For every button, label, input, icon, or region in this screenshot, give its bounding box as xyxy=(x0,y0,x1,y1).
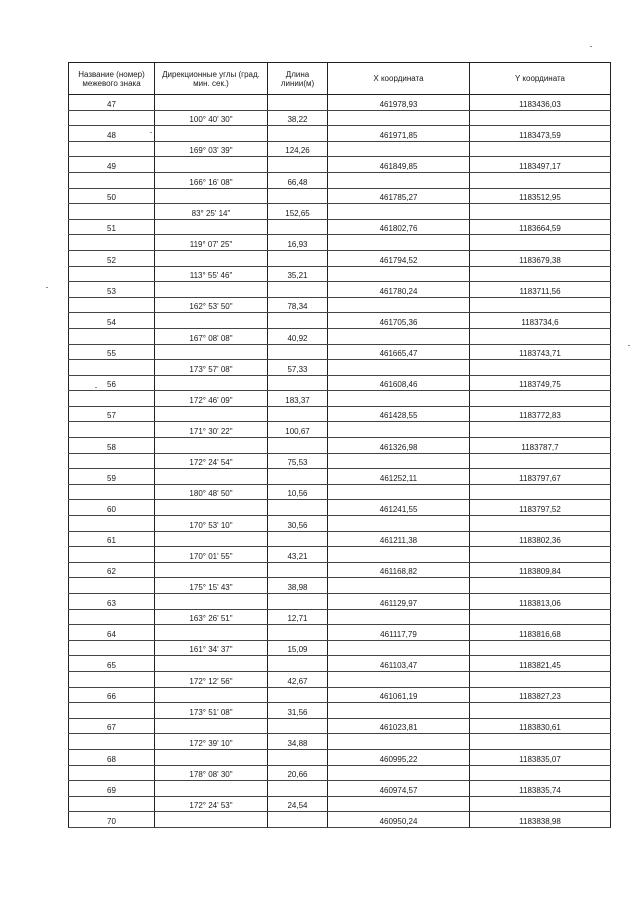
direction-angle-cell: 172° 46' 09" xyxy=(155,391,268,407)
empty-cell xyxy=(328,765,470,781)
scan-speck xyxy=(95,387,97,388)
line-length-cell: 57,33 xyxy=(268,360,328,376)
empty-cell xyxy=(69,235,155,251)
line-length-cell: 34,88 xyxy=(268,734,328,750)
empty-cell xyxy=(328,266,470,282)
y-coordinate-cell: 1183835,74 xyxy=(470,781,611,797)
direction-angle-cell: 173° 51' 08" xyxy=(155,703,268,719)
empty-cell xyxy=(69,204,155,220)
x-coordinate-cell: 461802,76 xyxy=(328,219,470,235)
x-coordinate-cell: 461780,24 xyxy=(328,282,470,298)
x-coordinate-cell: 461794,52 xyxy=(328,250,470,266)
y-coordinate-cell: 1183512,95 xyxy=(470,188,611,204)
y-coordinate-cell: 1183473,59 xyxy=(470,126,611,142)
empty-cell xyxy=(69,578,155,594)
point-name-cell: 69 xyxy=(69,781,155,797)
line-length-cell: 42,67 xyxy=(268,671,328,687)
empty-cell xyxy=(155,687,268,703)
empty-cell xyxy=(69,671,155,687)
empty-cell xyxy=(155,438,268,454)
scan-speck xyxy=(150,132,152,133)
point-name-cell: 63 xyxy=(69,594,155,610)
empty-cell xyxy=(155,282,268,298)
empty-cell xyxy=(268,282,328,298)
line-length-cell: 124,26 xyxy=(268,141,328,157)
empty-cell xyxy=(268,469,328,485)
empty-cell xyxy=(328,703,470,719)
empty-cell xyxy=(268,157,328,173)
line-length-cell: 100,67 xyxy=(268,422,328,438)
table-row xyxy=(69,282,611,298)
point-name-cell: 54 xyxy=(69,313,155,329)
table-header-row xyxy=(69,63,611,95)
table-row xyxy=(69,594,611,610)
direction-angle-cell: 170° 53' 10" xyxy=(155,516,268,532)
y-coordinate-cell: 1183711,56 xyxy=(470,282,611,298)
table-row xyxy=(69,360,611,376)
y-coordinate-cell: 1183664,59 xyxy=(470,219,611,235)
y-coordinate-cell: 1183835,07 xyxy=(470,749,611,765)
empty-cell xyxy=(268,219,328,235)
y-coordinate-cell: 1183830,61 xyxy=(470,718,611,734)
table-row xyxy=(69,422,611,438)
empty-cell xyxy=(328,391,470,407)
empty-cell xyxy=(470,516,611,532)
empty-cell xyxy=(155,219,268,235)
empty-cell xyxy=(69,266,155,282)
empty-cell xyxy=(470,796,611,812)
empty-cell xyxy=(69,516,155,532)
line-length-cell: 35,21 xyxy=(268,266,328,282)
empty-cell xyxy=(328,578,470,594)
empty-cell xyxy=(155,781,268,797)
empty-cell xyxy=(268,687,328,703)
x-coordinate-cell: 461785,27 xyxy=(328,188,470,204)
header-x-coordinate: X координата xyxy=(328,63,470,95)
empty-cell xyxy=(69,547,155,563)
line-length-cell: 183,37 xyxy=(268,391,328,407)
point-name-cell: 48 xyxy=(69,126,155,142)
table-row xyxy=(69,453,611,469)
scan-speck xyxy=(46,287,48,288)
line-length-cell: 152,65 xyxy=(268,204,328,220)
line-length-cell: 20,66 xyxy=(268,765,328,781)
x-coordinate-cell: 461252,11 xyxy=(328,469,470,485)
point-name-cell: 64 xyxy=(69,625,155,641)
empty-cell xyxy=(268,531,328,547)
x-coordinate-cell: 461061,19 xyxy=(328,687,470,703)
empty-cell xyxy=(69,422,155,438)
empty-cell xyxy=(155,656,268,672)
empty-cell xyxy=(470,453,611,469)
point-name-cell: 51 xyxy=(69,219,155,235)
table-row xyxy=(69,328,611,344)
table-row xyxy=(69,375,611,391)
empty-cell xyxy=(69,609,155,625)
point-name-cell: 47 xyxy=(69,95,155,111)
direction-angle-cell: 172° 24' 54" xyxy=(155,453,268,469)
empty-cell xyxy=(470,172,611,188)
empty-cell xyxy=(328,110,470,126)
empty-cell xyxy=(328,640,470,656)
empty-cell xyxy=(470,547,611,563)
table-row xyxy=(69,500,611,516)
y-coordinate-cell: 1183743,71 xyxy=(470,344,611,360)
x-coordinate-cell: 461117,79 xyxy=(328,625,470,641)
point-name-cell: 65 xyxy=(69,656,155,672)
direction-angle-cell: 169° 03' 39" xyxy=(155,141,268,157)
empty-cell xyxy=(268,406,328,422)
empty-cell xyxy=(470,110,611,126)
empty-cell xyxy=(328,484,470,500)
empty-cell xyxy=(268,500,328,516)
scan-speck xyxy=(590,46,592,47)
empty-cell xyxy=(470,484,611,500)
table-row xyxy=(69,297,611,313)
empty-cell xyxy=(328,609,470,625)
table-row xyxy=(69,531,611,547)
point-name-cell: 57 xyxy=(69,406,155,422)
empty-cell xyxy=(69,640,155,656)
empty-cell xyxy=(470,328,611,344)
x-coordinate-cell: 461129,97 xyxy=(328,594,470,610)
table-row xyxy=(69,812,611,828)
empty-cell xyxy=(470,141,611,157)
point-name-cell: 56 xyxy=(69,375,155,391)
x-coordinate-cell: 461428,55 xyxy=(328,406,470,422)
direction-angle-cell: 167° 08' 08" xyxy=(155,328,268,344)
empty-cell xyxy=(328,796,470,812)
x-coordinate-cell: 461326,98 xyxy=(328,438,470,454)
empty-cell xyxy=(69,360,155,376)
table-row xyxy=(69,126,611,142)
table-row xyxy=(69,578,611,594)
direction-angle-cell: 163° 26' 51" xyxy=(155,609,268,625)
y-coordinate-cell: 1183787,7 xyxy=(470,438,611,454)
table-row xyxy=(69,640,611,656)
empty-cell xyxy=(328,204,470,220)
header-line-length: Длина линии(м) xyxy=(268,63,328,95)
direction-angle-cell: 172° 39' 10" xyxy=(155,734,268,750)
table-row xyxy=(69,781,611,797)
table-row xyxy=(69,219,611,235)
empty-cell xyxy=(470,360,611,376)
empty-cell xyxy=(268,126,328,142)
x-coordinate-cell: 461665,47 xyxy=(328,344,470,360)
empty-cell xyxy=(328,422,470,438)
point-name-cell: 60 xyxy=(69,500,155,516)
empty-cell xyxy=(69,796,155,812)
empty-cell xyxy=(470,703,611,719)
empty-cell xyxy=(268,749,328,765)
table-row xyxy=(69,749,611,765)
empty-cell xyxy=(470,765,611,781)
empty-cell xyxy=(69,484,155,500)
point-name-cell: 68 xyxy=(69,749,155,765)
empty-cell xyxy=(155,469,268,485)
point-name-cell: 59 xyxy=(69,469,155,485)
table-row xyxy=(69,625,611,641)
y-coordinate-cell: 1183772,83 xyxy=(470,406,611,422)
table-row xyxy=(69,172,611,188)
direction-angle-cell: 175° 15' 43" xyxy=(155,578,268,594)
x-coordinate-cell: 460950,24 xyxy=(328,812,470,828)
x-coordinate-cell: 461608,46 xyxy=(328,375,470,391)
header-direction-angle: Дирекционные углы (град. мин. сек.) xyxy=(155,63,268,95)
empty-cell xyxy=(328,141,470,157)
empty-cell xyxy=(268,781,328,797)
y-coordinate-cell: 1183802,36 xyxy=(470,531,611,547)
empty-cell xyxy=(328,734,470,750)
line-length-cell: 78,34 xyxy=(268,297,328,313)
direction-angle-cell: 171° 30' 22" xyxy=(155,422,268,438)
line-length-cell: 66,48 xyxy=(268,172,328,188)
table-row xyxy=(69,718,611,734)
empty-cell xyxy=(268,718,328,734)
empty-cell xyxy=(155,406,268,422)
empty-cell xyxy=(155,812,268,828)
empty-cell xyxy=(470,609,611,625)
empty-cell xyxy=(69,297,155,313)
empty-cell xyxy=(328,235,470,251)
table-row xyxy=(69,344,611,360)
empty-cell xyxy=(328,671,470,687)
table-row xyxy=(69,438,611,454)
direction-angle-cell: 170° 01' 55" xyxy=(155,547,268,563)
table-row xyxy=(69,484,611,500)
table-row xyxy=(69,266,611,282)
direction-angle-cell: 161° 34' 37" xyxy=(155,640,268,656)
point-name-cell: 62 xyxy=(69,562,155,578)
line-length-cell: 24,54 xyxy=(268,796,328,812)
table-row xyxy=(69,250,611,266)
boundary-coordinates-table xyxy=(68,62,611,828)
direction-angle-cell: 180° 48' 50" xyxy=(155,484,268,500)
empty-cell xyxy=(268,594,328,610)
x-coordinate-cell: 461705,36 xyxy=(328,313,470,329)
table-row xyxy=(69,469,611,485)
empty-cell xyxy=(470,671,611,687)
empty-cell xyxy=(470,422,611,438)
empty-cell xyxy=(470,391,611,407)
line-length-cell: 31,56 xyxy=(268,703,328,719)
header-y-coordinate: Y координата xyxy=(470,63,611,95)
table-row xyxy=(69,734,611,750)
empty-cell xyxy=(69,172,155,188)
table-row xyxy=(69,703,611,719)
point-name-cell: 49 xyxy=(69,157,155,173)
empty-cell xyxy=(155,562,268,578)
line-length-cell: 16,93 xyxy=(268,235,328,251)
empty-cell xyxy=(155,749,268,765)
empty-cell xyxy=(470,235,611,251)
empty-cell xyxy=(328,172,470,188)
empty-cell xyxy=(470,266,611,282)
y-coordinate-cell: 1183679,38 xyxy=(470,250,611,266)
empty-cell xyxy=(69,391,155,407)
empty-cell xyxy=(69,453,155,469)
direction-angle-cell: 113° 55' 46" xyxy=(155,266,268,282)
empty-cell xyxy=(268,188,328,204)
y-coordinate-cell: 1183497,17 xyxy=(470,157,611,173)
empty-cell xyxy=(328,297,470,313)
line-length-cell: 40,92 xyxy=(268,328,328,344)
empty-cell xyxy=(155,625,268,641)
point-name-cell: 66 xyxy=(69,687,155,703)
y-coordinate-cell: 1183797,67 xyxy=(470,469,611,485)
direction-angle-cell: 166° 16' 08" xyxy=(155,172,268,188)
x-coordinate-cell: 461971,85 xyxy=(328,126,470,142)
line-length-cell: 38,22 xyxy=(268,110,328,126)
y-coordinate-cell: 1183749,75 xyxy=(470,375,611,391)
empty-cell xyxy=(155,126,268,142)
table-row xyxy=(69,656,611,672)
direction-angle-cell: 100° 40' 30" xyxy=(155,110,268,126)
table-row xyxy=(69,313,611,329)
empty-cell xyxy=(155,313,268,329)
y-coordinate-cell: 1183816,68 xyxy=(470,625,611,641)
empty-cell xyxy=(69,703,155,719)
point-name-cell: 61 xyxy=(69,531,155,547)
x-coordinate-cell: 460995,22 xyxy=(328,749,470,765)
table-row xyxy=(69,687,611,703)
empty-cell xyxy=(268,562,328,578)
point-name-cell: 70 xyxy=(69,812,155,828)
point-name-cell: 55 xyxy=(69,344,155,360)
line-length-cell: 38,98 xyxy=(268,578,328,594)
point-name-cell: 52 xyxy=(69,250,155,266)
empty-cell xyxy=(69,328,155,344)
x-coordinate-cell: 461168,82 xyxy=(328,562,470,578)
direction-angle-cell: 119° 07' 25" xyxy=(155,235,268,251)
table-row xyxy=(69,110,611,126)
empty-cell xyxy=(328,516,470,532)
y-coordinate-cell: 1183827,23 xyxy=(470,687,611,703)
empty-cell xyxy=(470,734,611,750)
line-length-cell: 43,21 xyxy=(268,547,328,563)
table-row xyxy=(69,516,611,532)
table-row xyxy=(69,406,611,422)
table-row xyxy=(69,95,611,111)
empty-cell xyxy=(69,141,155,157)
empty-cell xyxy=(268,95,328,111)
direction-angle-cell: 162° 53' 50" xyxy=(155,297,268,313)
table-row xyxy=(69,547,611,563)
empty-cell xyxy=(155,344,268,360)
empty-cell xyxy=(155,157,268,173)
x-coordinate-cell: 461211,38 xyxy=(328,531,470,547)
empty-cell xyxy=(328,547,470,563)
empty-cell xyxy=(155,188,268,204)
x-coordinate-cell: 461978,93 xyxy=(328,95,470,111)
table-row xyxy=(69,562,611,578)
x-coordinate-cell: 461849,85 xyxy=(328,157,470,173)
empty-cell xyxy=(268,625,328,641)
empty-cell xyxy=(470,204,611,220)
empty-cell xyxy=(268,344,328,360)
direction-angle-cell: 172° 12' 56" xyxy=(155,671,268,687)
y-coordinate-cell: 1183821,45 xyxy=(470,656,611,672)
y-coordinate-cell: 1183797,52 xyxy=(470,500,611,516)
table-row xyxy=(69,141,611,157)
empty-cell xyxy=(268,313,328,329)
point-name-cell: 50 xyxy=(69,188,155,204)
empty-cell xyxy=(328,360,470,376)
table-row xyxy=(69,204,611,220)
direction-angle-cell: 178° 08' 30" xyxy=(155,765,268,781)
line-length-cell: 12,71 xyxy=(268,609,328,625)
y-coordinate-cell: 1183838,98 xyxy=(470,812,611,828)
y-coordinate-cell: 1183436,03 xyxy=(470,95,611,111)
x-coordinate-cell: 461103,47 xyxy=(328,656,470,672)
table-row xyxy=(69,157,611,173)
empty-cell xyxy=(155,250,268,266)
line-length-cell: 15,09 xyxy=(268,640,328,656)
y-coordinate-cell: 1183813,06 xyxy=(470,594,611,610)
y-coordinate-cell: 1183734,6 xyxy=(470,313,611,329)
point-name-cell: 53 xyxy=(69,282,155,298)
empty-cell xyxy=(470,578,611,594)
table-row xyxy=(69,391,611,407)
empty-cell xyxy=(155,718,268,734)
scan-speck xyxy=(628,345,630,346)
empty-cell xyxy=(155,500,268,516)
empty-cell xyxy=(155,531,268,547)
point-name-cell: 58 xyxy=(69,438,155,454)
empty-cell xyxy=(69,765,155,781)
table-row xyxy=(69,765,611,781)
empty-cell xyxy=(470,640,611,656)
line-length-cell: 75,53 xyxy=(268,453,328,469)
table-row xyxy=(69,188,611,204)
empty-cell xyxy=(268,250,328,266)
empty-cell xyxy=(328,453,470,469)
line-length-cell: 30,56 xyxy=(268,516,328,532)
empty-cell xyxy=(155,594,268,610)
x-coordinate-cell: 461241,55 xyxy=(328,500,470,516)
empty-cell xyxy=(155,375,268,391)
empty-cell xyxy=(69,734,155,750)
line-length-cell: 10,56 xyxy=(268,484,328,500)
table-row xyxy=(69,609,611,625)
x-coordinate-cell: 460974,57 xyxy=(328,781,470,797)
direction-angle-cell: 173° 57' 08" xyxy=(155,360,268,376)
empty-cell xyxy=(268,812,328,828)
empty-cell xyxy=(268,375,328,391)
point-name-cell: 67 xyxy=(69,718,155,734)
empty-cell xyxy=(328,328,470,344)
table-row xyxy=(69,796,611,812)
table-row xyxy=(69,671,611,687)
direction-angle-cell: 83° 25' 14" xyxy=(155,204,268,220)
empty-cell xyxy=(268,656,328,672)
table-row xyxy=(69,235,611,251)
direction-angle-cell: 172° 24' 53" xyxy=(155,796,268,812)
header-point-name: Название (номер) межевого знака xyxy=(69,63,155,95)
empty-cell xyxy=(69,110,155,126)
x-coordinate-cell: 461023,81 xyxy=(328,718,470,734)
empty-cell xyxy=(268,438,328,454)
y-coordinate-cell: 1183809,84 xyxy=(470,562,611,578)
empty-cell xyxy=(470,297,611,313)
empty-cell xyxy=(155,95,268,111)
